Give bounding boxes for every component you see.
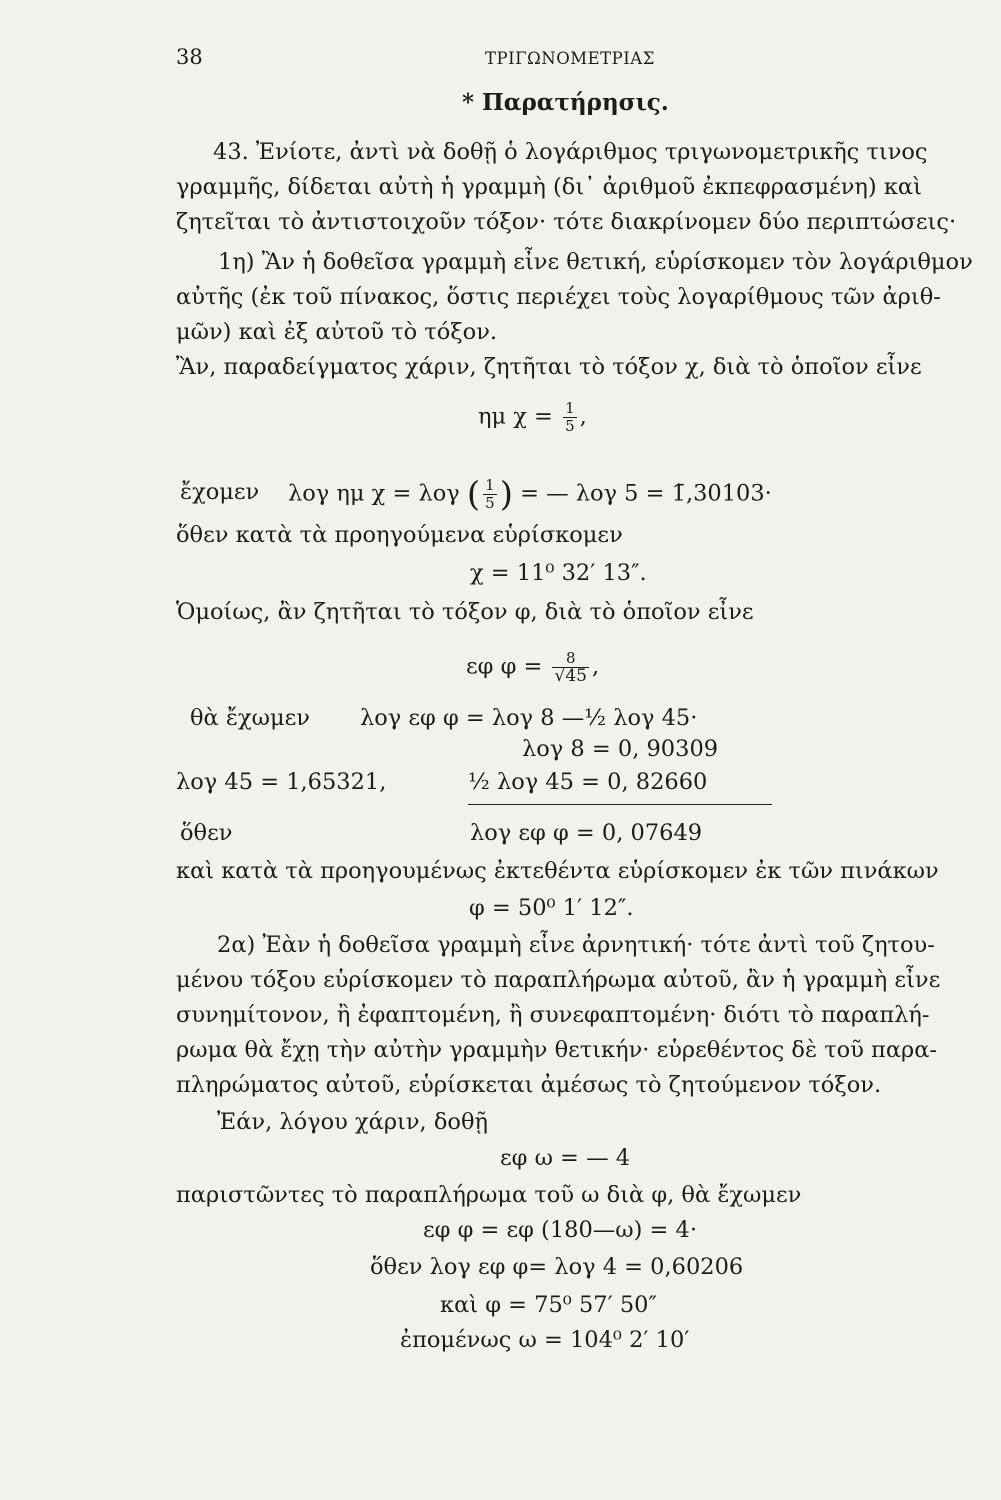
equation-lhs: ημ χ = bbox=[478, 403, 553, 430]
fraction-numerator: 1 bbox=[485, 476, 495, 494]
section-heading: * Παρατήρησις. bbox=[462, 89, 669, 116]
equation-tail: , bbox=[591, 653, 600, 680]
equation-result-phi-2: καὶ φ = 75⁰ 57′ 50″ bbox=[440, 1292, 657, 1318]
equation-log-4: ὅθεν λογ εφ φ= λογ 4 = 0,60206 bbox=[370, 1254, 744, 1280]
fraction bbox=[552, 650, 588, 685]
equation-tangent-omega: εφ ω = — 4 bbox=[500, 1145, 631, 1171]
paragraph-line: συνημίτονον, ἢ ἐφαπτομένη, ἢ συνεφαπτομένη· διότι τὸ παραπλή- bbox=[176, 1002, 930, 1028]
paragraph-line: Ἐάν, λόγου χάριν, δοθῇ bbox=[217, 1109, 488, 1135]
sqrt-radicand: 45 bbox=[565, 666, 587, 686]
paragraph-line: 1η) Ἂν ἡ δοθεῖσα γραμμὴ εἶνε θετική, εὑρίσκομεν τὸν λογάριθμον bbox=[218, 249, 973, 275]
equation-log-8: λογ 8 = 0, 90309 bbox=[522, 736, 719, 762]
equation-label: ὅθεν bbox=[180, 820, 233, 846]
equation-result-phi: φ = 50⁰ 1′ 12″. bbox=[469, 895, 634, 921]
fraction-numerator: 1 bbox=[565, 399, 575, 417]
page-number: 38 bbox=[176, 45, 203, 69]
paragraph-line: μένου τόξου εὑρίσκομεν τὸ παραπλήρωμα αὐτοῦ, ἂν ἡ γραμμὴ εἶνε bbox=[176, 967, 941, 993]
equation-tail: , bbox=[579, 403, 587, 430]
right-paren: ) bbox=[499, 474, 513, 515]
equation-result-omega: ἐπομένως ω = 104⁰ 2′ 10′ bbox=[400, 1327, 690, 1353]
paragraph-line: ὅθεν κατὰ τὰ προηγούμενα εὑρίσκομεν bbox=[176, 522, 623, 548]
paragraph-line: ρωμα θὰ ἔχῃ τὴν αὐτὴν γραμμὴν θετικήν· εὑρεθέντος δὲ τοῦ παρα- bbox=[176, 1037, 938, 1063]
equation-lhs: εφ φ = bbox=[466, 653, 543, 680]
paragraph-line: μῶν) καὶ ἐξ αὐτοῦ τὸ τόξον. bbox=[176, 319, 498, 345]
left-paren: ( bbox=[466, 474, 481, 515]
fraction-denominator: 5 bbox=[485, 494, 495, 512]
fraction bbox=[563, 400, 577, 435]
paragraph-line: 2α) Ἐὰν ἡ δοθεῖσα γραμμὴ εἶνε ἀρνητική· τότε ἀντὶ τοῦ ζητου- bbox=[217, 932, 935, 958]
equation-supplement: εφ φ = εφ (180—ω) = 4· bbox=[423, 1217, 698, 1243]
equation-log-tangent-result: λογ εφ φ = 0, 07649 bbox=[470, 820, 703, 846]
equation-rhs: = — λογ 5 = 1̄,30103· bbox=[520, 480, 772, 507]
running-title: ΤΡΙΓΩΝΟΜΕΤΡΙΑΣ bbox=[485, 49, 655, 68]
equation-log-45: λογ 45 = 1,65321, bbox=[176, 769, 387, 795]
fraction-denominator: 5 bbox=[565, 417, 575, 435]
equation-half-log-45: ½ λογ 45 = 0, 82660 bbox=[468, 769, 708, 795]
equation-tangent bbox=[466, 650, 599, 685]
paragraph-line: Ἂν, παραδείγματος χάριν, ζητῆται τὸ τόξον χ, διὰ τὸ ὁποῖον εἶνε bbox=[176, 354, 922, 380]
equation-sine bbox=[478, 400, 587, 435]
fraction bbox=[483, 477, 497, 512]
equation-log-tangent: λογ εφ φ = λογ 8 —½ λογ 45· bbox=[360, 705, 698, 731]
paragraph-line: γραμμῆς, δίδεται αὐτὴ ἡ γραμμὴ (δι᾽ ἀριθμοῦ ἐκπεφρασμένη) καὶ bbox=[176, 174, 922, 200]
paragraph-line: καὶ κατὰ τὰ προηγουμένως ἐκτεθέντα εὑρίσκομεν ἐκ τῶν πινάκων bbox=[176, 858, 939, 884]
equation-label: ἔχομεν bbox=[180, 479, 260, 505]
paragraph-line: 43. Ἐνίοτε, ἀντὶ νὰ δοθῇ ὁ λογάριθμος τριγωνομετρικῆς τινος bbox=[213, 139, 928, 165]
paragraph-line: αὐτῆς (ἐκ τοῦ πίνακος, ὅστις περιέχει τοὺς λογαρίθμους τῶν ἀριθ- bbox=[176, 284, 941, 310]
sum-rule bbox=[468, 804, 772, 805]
fraction-denominator bbox=[552, 667, 588, 685]
equation-result-chi: χ = 11⁰ 32′ 13″. bbox=[470, 560, 647, 586]
paragraph-line: Ὁμοίως, ἂν ζητῆται τὸ τόξον φ, διὰ τὸ ὁποῖον εἶνε bbox=[176, 599, 754, 625]
sqrt-sign: √ bbox=[554, 666, 566, 686]
equation-log-sine bbox=[288, 474, 772, 515]
paragraph-line: πληρώματος αὐτοῦ, εὑρίσκεται ἀμέσως τὸ ζητούμενον τόξον. bbox=[176, 1072, 882, 1098]
paragraph-line: ζητεῖται τὸ ἀντιστοιχοῦν τόξον· τότε διακρίνομεν δύο περιπτώσεις· bbox=[176, 209, 957, 235]
equation-label: θὰ ἔχωμεν bbox=[190, 705, 310, 731]
paragraph-line: παριστῶντες τὸ παραπλήρωμα τοῦ ω διὰ φ, θὰ ἔχωμεν bbox=[176, 1182, 802, 1208]
equation-lhs: λογ ημ χ = λογ bbox=[288, 480, 460, 507]
fraction-numerator: 8 bbox=[565, 649, 576, 667]
